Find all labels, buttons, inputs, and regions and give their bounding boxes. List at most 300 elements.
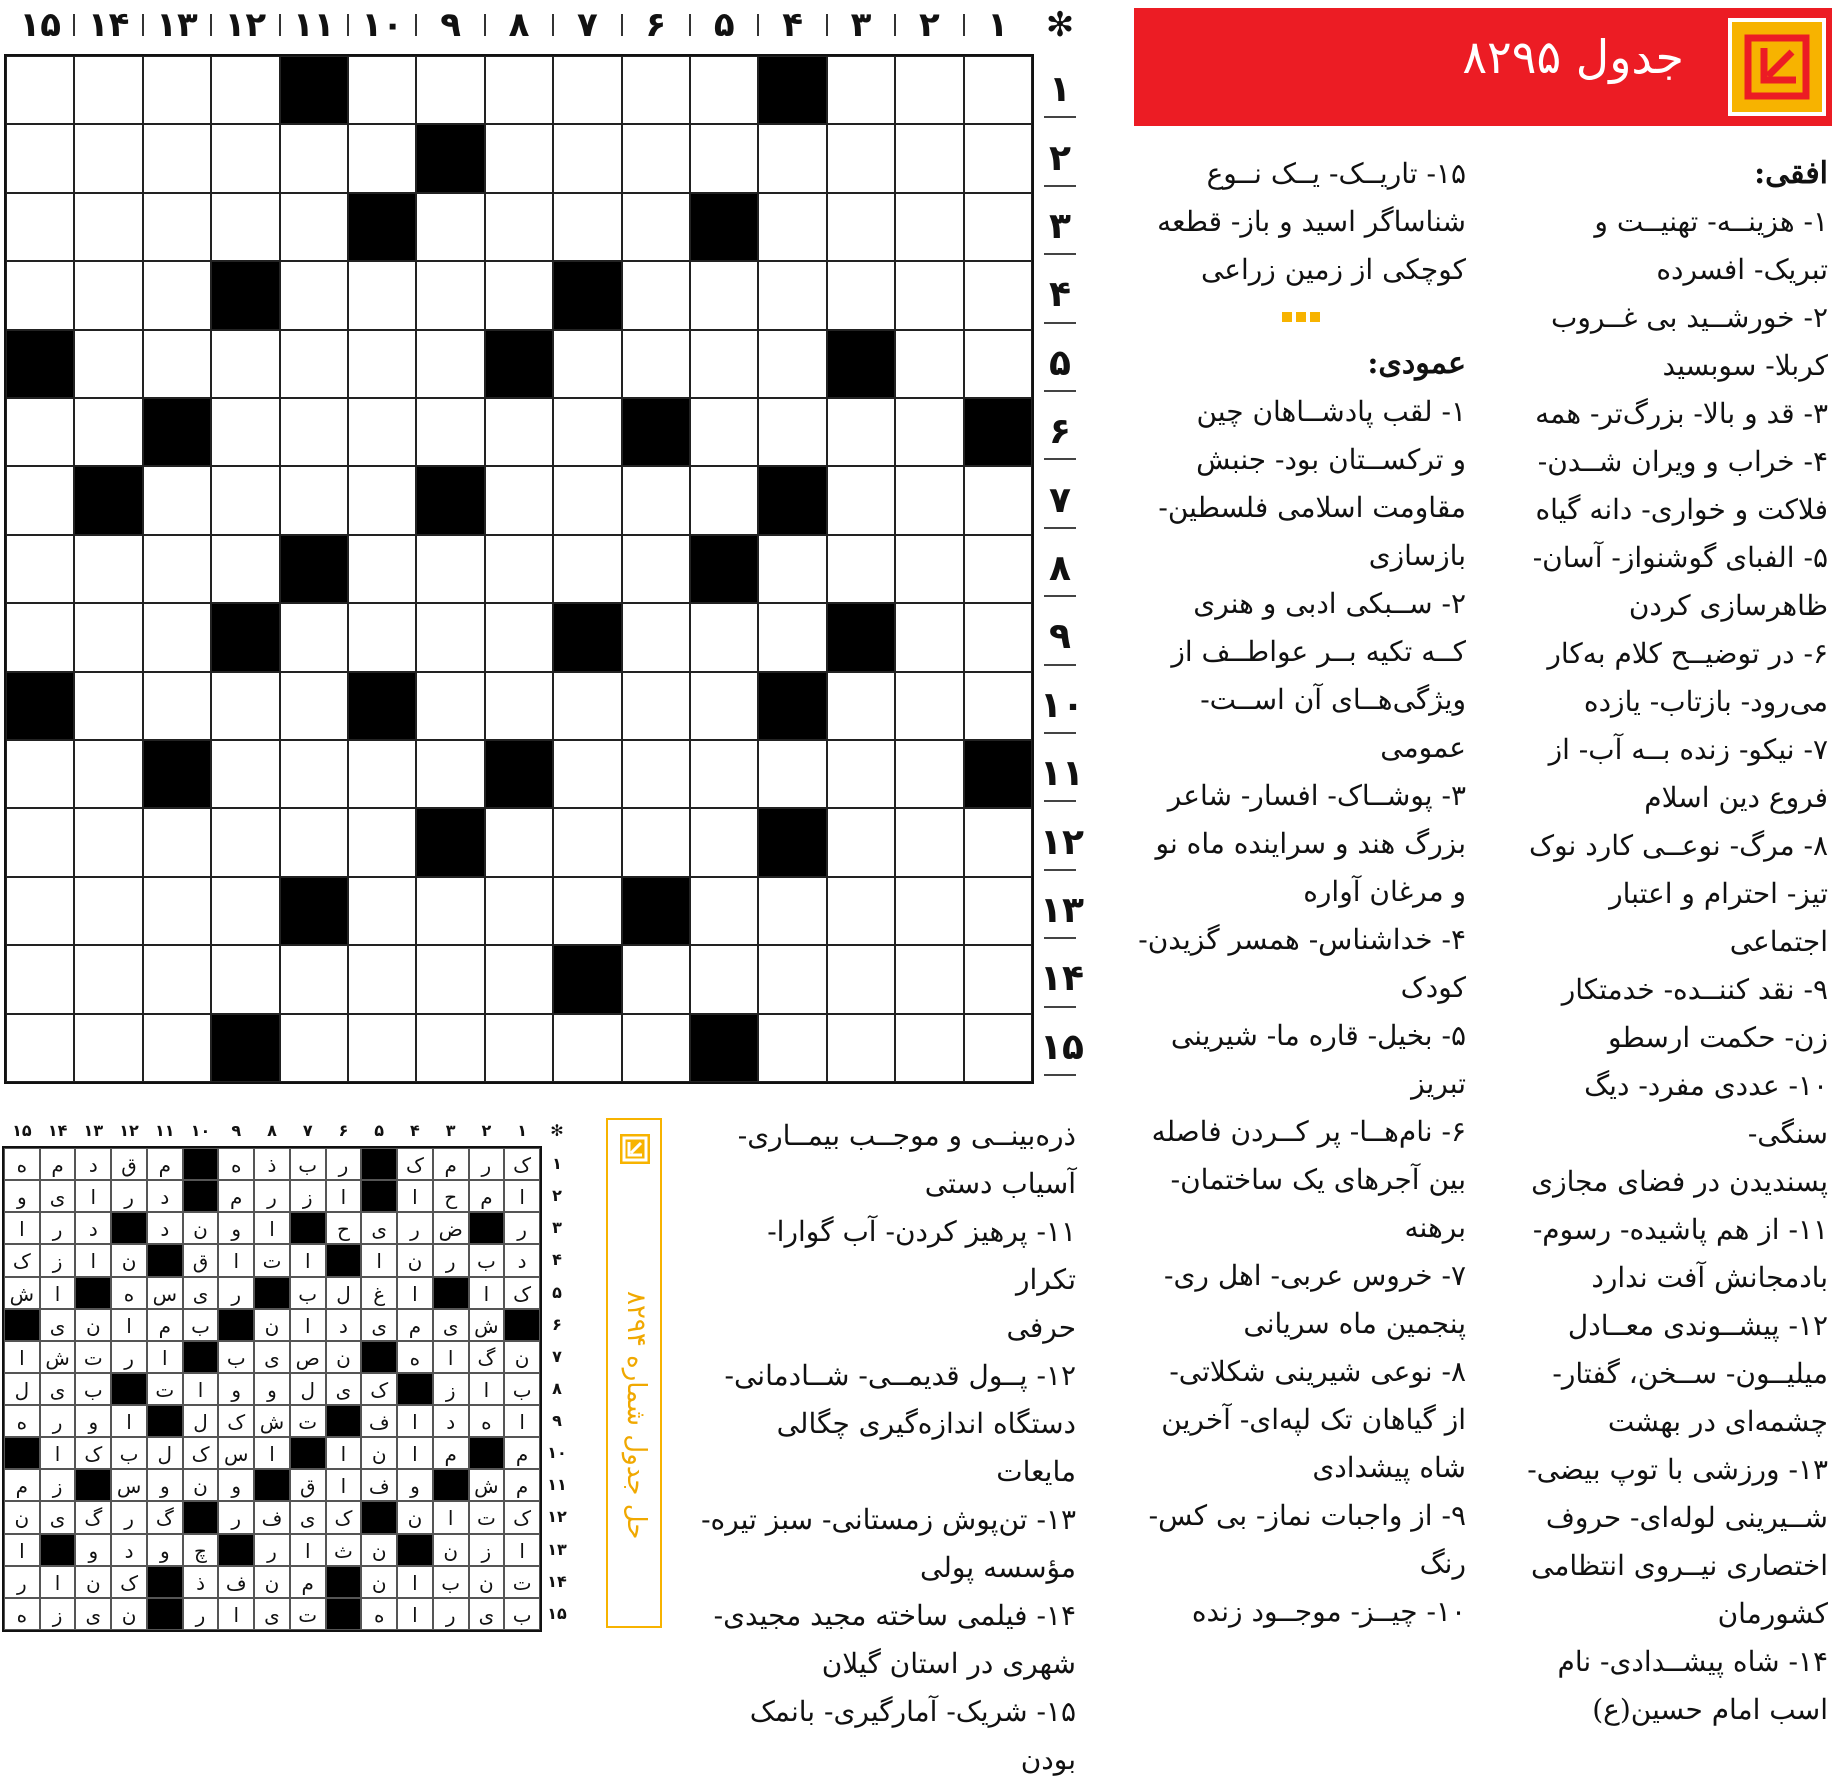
grid-cell[interactable] <box>74 603 142 671</box>
solution-cell: و <box>218 1373 254 1405</box>
solution-cell <box>183 1148 219 1180</box>
grid-cell[interactable] <box>348 398 416 466</box>
grid-cell[interactable] <box>964 56 1032 124</box>
grid-cell[interactable] <box>553 877 621 945</box>
grid-cell[interactable] <box>74 330 142 398</box>
grid-cell[interactable] <box>895 603 963 671</box>
grid-cell[interactable] <box>416 603 484 671</box>
solution-cell: ن <box>183 1212 219 1244</box>
grid-cell[interactable] <box>74 1014 142 1082</box>
solution-cell: ن <box>397 1501 433 1533</box>
grid-cell[interactable] <box>485 261 553 329</box>
grid-cell[interactable] <box>143 603 211 671</box>
grid-cell[interactable] <box>211 945 279 1013</box>
solution-cell: ن <box>504 1341 540 1373</box>
grid-cell[interactable] <box>485 535 553 603</box>
solution-cell: ب <box>218 1341 254 1373</box>
solution-cell: ر <box>111 1501 147 1533</box>
grid-cell[interactable] <box>416 1014 484 1082</box>
grid-cell[interactable] <box>758 398 826 466</box>
grid-cell[interactable] <box>895 124 963 192</box>
grid-cell[interactable] <box>6 56 74 124</box>
grid-cell[interactable] <box>280 740 348 808</box>
grid-cell <box>280 56 348 124</box>
grid-cell[interactable] <box>74 535 142 603</box>
grid-cell[interactable] <box>964 466 1032 534</box>
grid-cell[interactable] <box>416 945 484 1013</box>
solution-cell <box>361 1501 397 1533</box>
grid-cell[interactable] <box>553 808 621 876</box>
grid-cell[interactable] <box>348 124 416 192</box>
grid-cell[interactable] <box>690 56 758 124</box>
clue-line: مقاومت اسلامی فلسطین- <box>1158 491 1466 524</box>
grid-cell[interactable] <box>622 193 690 261</box>
grid-cell[interactable] <box>964 877 1032 945</box>
grid-cell[interactable] <box>964 1014 1032 1082</box>
solution-cell: ش <box>254 1405 290 1437</box>
solution-column-number: ۱۲ <box>119 1121 139 1140</box>
solution-cell <box>469 1212 505 1244</box>
row-separator <box>1044 937 1076 939</box>
grid-cell[interactable] <box>622 261 690 329</box>
grid-cell[interactable] <box>74 740 142 808</box>
column-number: ۱۵ <box>19 5 61 45</box>
grid-cell[interactable] <box>827 808 895 876</box>
grid-cell[interactable] <box>143 56 211 124</box>
solution-cell: ه <box>469 1405 505 1437</box>
grid-cell[interactable] <box>348 808 416 876</box>
grid-cell[interactable] <box>143 261 211 329</box>
row-separator <box>1044 527 1076 529</box>
solution-cell: ب <box>111 1437 147 1469</box>
grid-cell[interactable] <box>6 466 74 534</box>
row-separator <box>1044 390 1076 392</box>
grid-cell[interactable] <box>690 261 758 329</box>
grid-cell[interactable] <box>690 466 758 534</box>
grid-cell[interactable] <box>758 535 826 603</box>
grid-cell[interactable] <box>74 808 142 876</box>
grid-cell[interactable] <box>143 945 211 1013</box>
solution-cell: ه <box>4 1148 40 1180</box>
grid-cell[interactable] <box>690 398 758 466</box>
grid-cell[interactable] <box>143 330 211 398</box>
grid-cell[interactable] <box>827 1014 895 1082</box>
grid-cell[interactable] <box>964 330 1032 398</box>
grid-cell[interactable] <box>895 808 963 876</box>
row-number: ۲ <box>1049 137 1071 179</box>
grid-cell[interactable] <box>211 330 279 398</box>
grid-cell[interactable] <box>827 193 895 261</box>
grid-cell[interactable] <box>622 740 690 808</box>
grid-cell[interactable] <box>6 261 74 329</box>
grid-cell <box>964 398 1032 466</box>
grid-cell[interactable] <box>895 398 963 466</box>
solution-cell <box>147 1244 183 1276</box>
grid-cell <box>348 672 416 740</box>
clue-line: اختصاری نیــروی انتظامی <box>1531 1549 1828 1582</box>
grid-cell[interactable] <box>143 466 211 534</box>
solution-cell <box>326 1566 362 1598</box>
grid-cell[interactable] <box>827 56 895 124</box>
grid-cell[interactable] <box>690 603 758 671</box>
grid-cell[interactable] <box>964 945 1032 1013</box>
grid-cell[interactable] <box>6 603 74 671</box>
grid-cell[interactable] <box>758 1014 826 1082</box>
grid-cell[interactable] <box>211 193 279 261</box>
grid-cell[interactable] <box>416 261 484 329</box>
grid-cell[interactable] <box>6 945 74 1013</box>
solution-column-number: ۵ <box>374 1121 385 1140</box>
grid-cell[interactable] <box>211 808 279 876</box>
solution-cell: ر <box>254 1180 290 1212</box>
grid-cell[interactable] <box>827 398 895 466</box>
grid-cell[interactable] <box>6 1014 74 1082</box>
grid-cell[interactable] <box>6 808 74 876</box>
solution-cell <box>218 1309 254 1341</box>
grid-cell[interactable] <box>895 535 963 603</box>
grid-cell <box>485 330 553 398</box>
grid-cell[interactable] <box>895 740 963 808</box>
solution-cell: ک <box>111 1566 147 1598</box>
grid-cell[interactable] <box>622 945 690 1013</box>
grid-cell[interactable] <box>895 945 963 1013</box>
solution-cell: ک <box>183 1437 219 1469</box>
clue-line: بادمجانش آفت ندارد <box>1591 1261 1828 1294</box>
grid-cell[interactable] <box>74 124 142 192</box>
grid-cell[interactable] <box>758 877 826 945</box>
grid-cell[interactable] <box>143 193 211 261</box>
grid-cell[interactable] <box>6 877 74 945</box>
grid-cell[interactable] <box>553 398 621 466</box>
grid-cell[interactable] <box>622 56 690 124</box>
grid-cell[interactable] <box>143 672 211 740</box>
grid-cell[interactable] <box>827 261 895 329</box>
grid-cell[interactable] <box>143 124 211 192</box>
grid-cell[interactable] <box>74 261 142 329</box>
grid-cell[interactable] <box>280 1014 348 1082</box>
grid-cell[interactable] <box>827 124 895 192</box>
grid-cell[interactable] <box>74 193 142 261</box>
grid-cell[interactable] <box>211 56 279 124</box>
grid-cell[interactable] <box>6 193 74 261</box>
grid-cell[interactable] <box>348 1014 416 1082</box>
grid-cell[interactable] <box>758 261 826 329</box>
grid-cell[interactable] <box>74 945 142 1013</box>
solution-cell <box>40 1534 76 1566</box>
row-number: ۱۳ <box>1040 890 1084 931</box>
grid-cell[interactable] <box>143 877 211 945</box>
clue-line: ۱۲- پیشــوندی معــادل <box>1567 1309 1828 1342</box>
grid-cell[interactable] <box>964 672 1032 740</box>
grid-cell[interactable] <box>485 193 553 261</box>
grid-cell[interactable] <box>895 261 963 329</box>
solution-cell: ب <box>290 1277 326 1309</box>
clue-line: و مرغان آواره <box>1303 875 1466 908</box>
grid-cell[interactable] <box>690 945 758 1013</box>
grid-cell[interactable] <box>964 193 1032 261</box>
grid-cell[interactable] <box>348 877 416 945</box>
solution-column-number: ۱۱ <box>155 1121 175 1140</box>
grid-cell[interactable] <box>553 56 621 124</box>
clue-line: ۵- الفبای گوشنواز- آسان- <box>1532 541 1828 574</box>
solution-cell: ا <box>326 1180 362 1212</box>
grid-cell[interactable] <box>211 877 279 945</box>
column-separator <box>826 14 828 36</box>
grid-cell[interactable] <box>690 877 758 945</box>
solution-cell: ا <box>326 1469 362 1501</box>
clue-line: ۱۱- پرهیز کردن- آب گوارا- تکرار <box>767 1215 1076 1296</box>
grid-cell[interactable] <box>211 740 279 808</box>
grid-cell[interactable] <box>280 124 348 192</box>
solution-cell: ر <box>433 1598 469 1630</box>
grid-cell[interactable] <box>280 330 348 398</box>
grid-cell[interactable] <box>280 193 348 261</box>
grid-cell[interactable] <box>416 672 484 740</box>
grid-cell[interactable] <box>6 398 74 466</box>
grid-cell[interactable] <box>690 330 758 398</box>
grid-cell[interactable] <box>690 808 758 876</box>
mini-logo-icon <box>620 1134 650 1164</box>
grid-cell[interactable] <box>74 398 142 466</box>
grid-cell[interactable] <box>895 672 963 740</box>
grid-cell[interactable] <box>211 466 279 534</box>
grid-cell[interactable] <box>416 193 484 261</box>
grid-cell[interactable] <box>348 466 416 534</box>
grid-cell[interactable] <box>553 535 621 603</box>
grid-cell[interactable] <box>964 124 1032 192</box>
row-separator <box>1044 1006 1076 1008</box>
grid-cell[interactable] <box>485 1014 553 1082</box>
solution-cell <box>147 1566 183 1598</box>
grid-cell[interactable] <box>622 330 690 398</box>
grid-cell[interactable] <box>6 124 74 192</box>
grid-cell[interactable] <box>485 877 553 945</box>
grid-cell[interactable] <box>758 603 826 671</box>
grid-cell[interactable] <box>280 261 348 329</box>
grid-cell[interactable] <box>74 56 142 124</box>
grid-cell[interactable] <box>348 261 416 329</box>
solution-cell: ا <box>397 1180 433 1212</box>
grid-cell[interactable] <box>211 398 279 466</box>
grid-cell[interactable] <box>348 603 416 671</box>
grid-cell[interactable] <box>895 466 963 534</box>
clue-line: ۱۰- چیــز- موجــود زنده <box>1191 1595 1466 1628</box>
grid-cell[interactable] <box>827 672 895 740</box>
column-separator <box>279 14 281 36</box>
grid-cell <box>690 1014 758 1082</box>
grid-cell[interactable] <box>485 672 553 740</box>
solution-cell: ک <box>326 1501 362 1533</box>
grid-cell[interactable] <box>416 535 484 603</box>
grid-cell[interactable] <box>964 808 1032 876</box>
solution-cell: ک <box>218 1405 254 1437</box>
solution-cell: ا <box>4 1534 40 1566</box>
grid-cell[interactable] <box>416 398 484 466</box>
grid-cell[interactable] <box>690 740 758 808</box>
grid-cell[interactable] <box>758 124 826 192</box>
grid-cell[interactable] <box>485 466 553 534</box>
solution-cell <box>218 1534 254 1566</box>
vertical-heading: عمودی: <box>1367 346 1466 381</box>
solution-cell: ن <box>397 1244 433 1276</box>
grid-cell[interactable] <box>416 56 484 124</box>
grid-cell[interactable] <box>964 603 1032 671</box>
solution-cell: ب <box>75 1373 111 1405</box>
solution-cell: س <box>111 1469 147 1501</box>
grid-cell[interactable] <box>895 193 963 261</box>
solution-cell: ه <box>4 1598 40 1630</box>
solution-corner-star-icon: ✻ <box>550 1121 564 1140</box>
solution-cell: ک <box>504 1501 540 1533</box>
row-number: ۶ <box>1049 411 1071 453</box>
grid-cell[interactable] <box>758 330 826 398</box>
grid-cell[interactable] <box>348 330 416 398</box>
column-number: ۱ <box>987 5 1009 45</box>
grid-cell[interactable] <box>964 535 1032 603</box>
grid-cell <box>211 1014 279 1082</box>
grid-cell[interactable] <box>485 808 553 876</box>
grid-cell[interactable] <box>690 672 758 740</box>
grid-cell[interactable] <box>485 603 553 671</box>
solution-cell: ص <box>290 1341 326 1373</box>
solution-row-number: ۷ <box>552 1346 562 1366</box>
grid-cell[interactable] <box>553 466 621 534</box>
solution-cell: ن <box>361 1566 397 1598</box>
grid-cell[interactable] <box>622 535 690 603</box>
grid-cell[interactable] <box>622 466 690 534</box>
clue-line: پنجمین ماه سریانی <box>1243 1307 1466 1340</box>
grid-cell[interactable] <box>622 1014 690 1082</box>
grid-cell[interactable] <box>416 740 484 808</box>
grid-cell[interactable] <box>553 672 621 740</box>
grid-cell[interactable] <box>485 945 553 1013</box>
grid-cell[interactable] <box>280 945 348 1013</box>
grid-cell[interactable] <box>348 740 416 808</box>
solution-cell: ی <box>469 1598 505 1630</box>
grid-cell[interactable] <box>827 535 895 603</box>
grid-cell[interactable] <box>758 740 826 808</box>
grid-cell[interactable] <box>622 672 690 740</box>
solution-cell: ت <box>469 1501 505 1533</box>
grid-cell[interactable] <box>143 808 211 876</box>
solution-column-number: ۱۳ <box>83 1121 104 1140</box>
grid-cell[interactable] <box>690 124 758 192</box>
solution-cell: ی <box>254 1598 290 1630</box>
grid-cell[interactable] <box>895 877 963 945</box>
grid-cell[interactable] <box>895 330 963 398</box>
grid-cell[interactable] <box>485 398 553 466</box>
grid-cell[interactable] <box>211 124 279 192</box>
grid-cell[interactable] <box>280 398 348 466</box>
grid-cell[interactable] <box>895 1014 963 1082</box>
solution-row-number: ۱ <box>552 1154 562 1173</box>
grid-cell[interactable] <box>622 124 690 192</box>
solution-cell: ق <box>290 1469 326 1501</box>
clue-line: ۱۴- شاه پیشــدادی- نام <box>1557 1645 1828 1678</box>
grid-cell[interactable] <box>758 945 826 1013</box>
grid-cell[interactable] <box>280 808 348 876</box>
grid-cell[interactable] <box>280 603 348 671</box>
grid-cell[interactable] <box>895 56 963 124</box>
grid-cell[interactable] <box>348 535 416 603</box>
solution-cell: ر <box>40 1405 76 1437</box>
clue-line: تبریز <box>1411 1067 1466 1100</box>
grid-cell[interactable] <box>211 672 279 740</box>
grid-cell[interactable] <box>827 466 895 534</box>
crossword-grid[interactable] <box>4 54 1034 1084</box>
solution-cell: ل <box>290 1373 326 1405</box>
solution-cell: ز <box>433 1373 469 1405</box>
column-number: ۱۱ <box>293 5 335 45</box>
solution-cell: ن <box>75 1566 111 1598</box>
solution-cell: ب <box>504 1373 540 1405</box>
horizontal-heading: افقی: <box>1754 156 1828 191</box>
grid-cell[interactable] <box>416 877 484 945</box>
grid-cell[interactable] <box>6 740 74 808</box>
column-number: ۶ <box>645 5 667 45</box>
clue-line: ۱۰- عددی مفرد- دیگ سنگی- <box>1584 1069 1828 1150</box>
grid-cell[interactable] <box>827 877 895 945</box>
solution-cell: د <box>147 1212 183 1244</box>
grid-cell[interactable] <box>622 603 690 671</box>
grid-cell[interactable] <box>827 945 895 1013</box>
grid-cell[interactable] <box>485 124 553 192</box>
clue-line: ۱۵- تاریــک- یــک نــوع <box>1206 157 1466 190</box>
solution-cell: ز <box>40 1598 76 1630</box>
grid-cell[interactable] <box>211 535 279 603</box>
grid-cell[interactable] <box>553 1014 621 1082</box>
solution-cell: ن <box>361 1437 397 1469</box>
grid-cell[interactable] <box>553 740 621 808</box>
solution-cell: ا <box>504 1534 540 1566</box>
column-number: ۹ <box>440 5 461 45</box>
grid-cell[interactable] <box>827 740 895 808</box>
grid-cell[interactable] <box>553 124 621 192</box>
grid-cell[interactable] <box>74 877 142 945</box>
column-separator <box>963 14 965 36</box>
solution-row-number: ۱۴ <box>547 1571 567 1591</box>
grid-cell[interactable] <box>622 808 690 876</box>
grid-cell[interactable] <box>553 330 621 398</box>
solution-cell: ش <box>469 1309 505 1341</box>
solution-cell <box>504 1309 540 1341</box>
grid-cell[interactable] <box>280 466 348 534</box>
solution-cell: و <box>147 1469 183 1501</box>
grid-cell[interactable] <box>74 672 142 740</box>
clue-line: تیز- احترام و اعتبار اجتماعی <box>1609 877 1828 958</box>
grid-cell[interactable] <box>280 672 348 740</box>
grid-cell[interactable] <box>553 193 621 261</box>
grid-cell[interactable] <box>143 1014 211 1082</box>
solution-row-number: ۴ <box>552 1250 562 1270</box>
clue-line: می‌رود- بازتاب- یازده <box>1583 685 1828 718</box>
solution-cell: و <box>397 1469 433 1501</box>
grid-cell[interactable] <box>416 330 484 398</box>
grid-cell[interactable] <box>6 535 74 603</box>
grid-cell[interactable] <box>143 535 211 603</box>
grid-cell[interactable] <box>964 261 1032 329</box>
solution-cell: ی <box>40 1309 76 1341</box>
grid-cell[interactable] <box>348 945 416 1013</box>
clue-line: شهری در استان گیلان <box>821 1647 1076 1680</box>
solution-cell: ت <box>75 1341 111 1373</box>
solution-label: حل جدول شماره ۸۲۹۴ <box>621 1290 651 1540</box>
solution-cell: ه <box>111 1277 147 1309</box>
grid-cell[interactable] <box>758 193 826 261</box>
clue-line: ۶- در توضیــح کلام به‌کار <box>1547 637 1828 670</box>
grid-cell[interactable] <box>485 56 553 124</box>
grid-cell[interactable] <box>348 56 416 124</box>
